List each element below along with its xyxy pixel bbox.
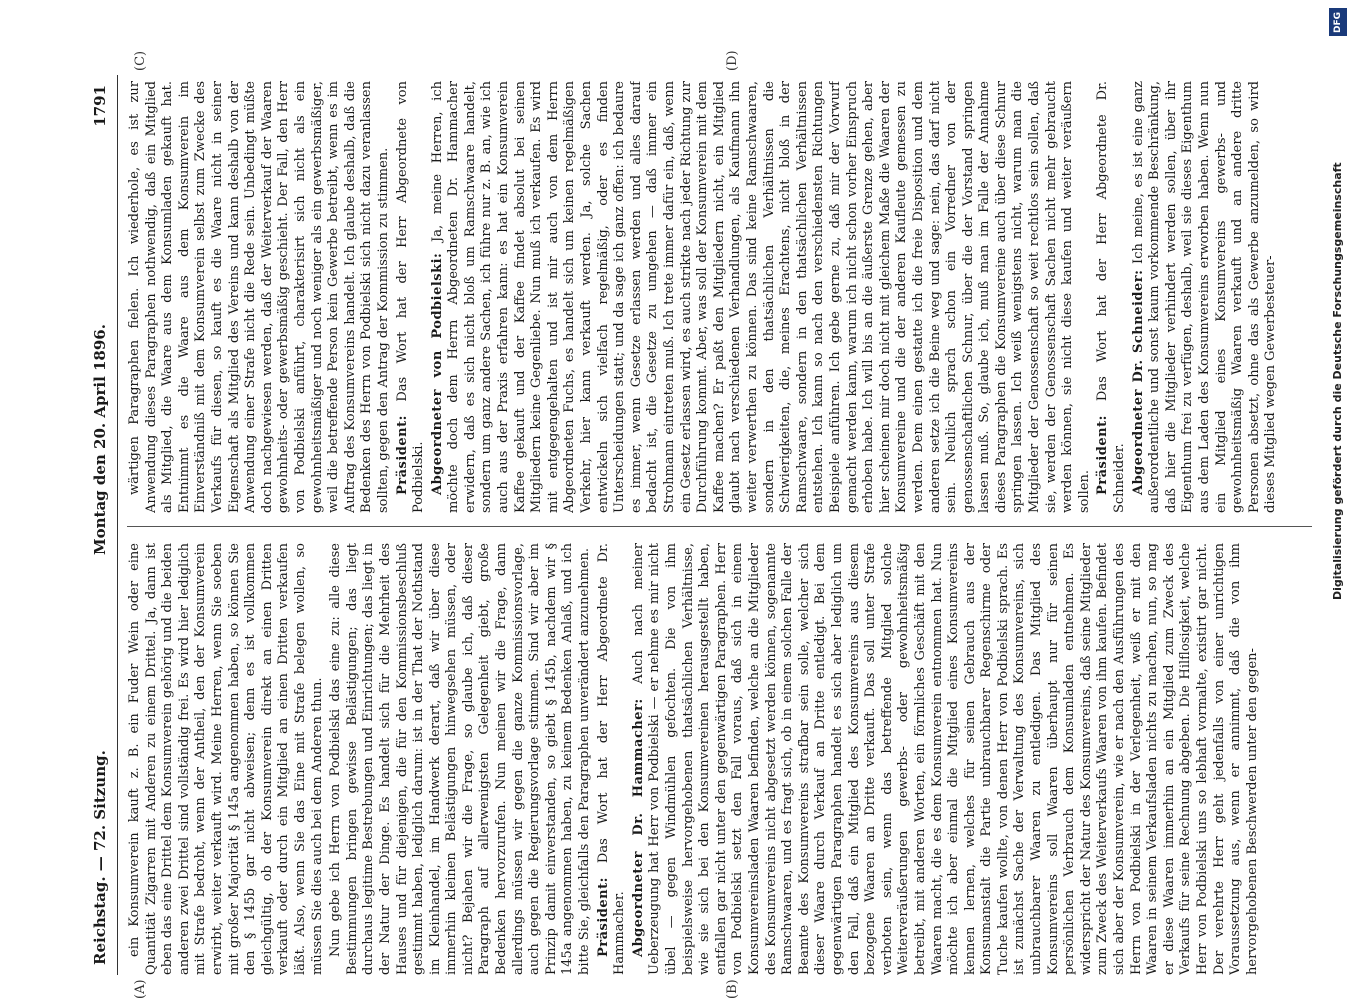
- page-number: 1791: [91, 85, 109, 127]
- speaker-name: Präsident:: [595, 877, 611, 957]
- margin-letter-c: (C): [133, 50, 148, 71]
- speaker-name: Abgeordneter von Podbielski:: [429, 252, 445, 495]
- margin-letter-d: (D): [725, 50, 740, 71]
- speaker-name: Abgeordneter Dr. Schneider:: [1130, 269, 1146, 495]
- speaker-paragraph: [596, 543, 629, 975]
- speaker-name: Abgeordneter Dr. Hammacher:: [630, 698, 646, 957]
- paragraph-text: ein Konsumverein kauft z. B. ein Fuder Wein oder eine Quantität Zigarren mit Anderen zu einem Drittel. Ja, dann ist eben das eine Drittel dem Konsumverein gehörig und die beiden anderen zwei Drittel sind vollständig frei. Es wird hier lediglich mit Strafe bedroht, wenn der Antheil, den der Konsumverein erwirbt, weiter verkauft wird. Meine Herren, wenn Sie soeben mit großer Majorität § 145a angenommen haben, so können Sie den § 145b gar nicht abweisen; denn es ist vollkommen gleichgültig, ob der Konsumverein direkt an einen Dritten verkauft oder durch ein Mitglied an einen Dritten verkaufen läßt. Also, wenn Sie das Eine mit Strafe belegen wollen, so müssen Sie dies auch bei dem Anderen thun.: [127, 543, 325, 975]
- speaker-paragraph: [395, 81, 428, 513]
- left-column: [127, 543, 1312, 975]
- speaker-paragraph: [1131, 81, 1280, 513]
- digitization-credit: Digitalisierung gefördert durch die Deutsche Forschungsgemeinschaft: [1331, 162, 1344, 600]
- margin-letter-a: (A): [133, 979, 148, 999]
- header-rule: [117, 75, 118, 975]
- speaker-paragraph: [430, 81, 1094, 513]
- body-paragraph: [127, 81, 393, 513]
- paragraph-text: Das Wort hat der Herr Abgeordnete Dr. Hammacher.: [595, 543, 628, 975]
- paragraph-text: Das Wort hat der Herr Abgeordnete Dr. Schneider.: [1095, 81, 1128, 513]
- header-date: Montag den 20. April 1896.: [91, 324, 109, 555]
- paragraph-text: Ich meine, es ist eine ganz außerordentliche und sonst kaum vorkommende Beschränkung, daß hier die Mitglieder verhindert werden sollen, über ihr Eigenthum frei zu verfügen, deshalb, weil sie dieses Eigenthum aus dem Laden des Konsumvereins erworben haben. Wenn nun ein Mitglied eines Konsumvereins gewerbs- und gewohnheitsmäßig Waaren verkauft und an andere dritte Personen absetzt, ohne das als Gewerbe anzumelden, so wird dieses Mitglied wegen Gewerbesteuer-: [1130, 81, 1279, 513]
- paragraph-text: wärtigen Paragraphen fielen. Ich wiederhole, es ist zur Anwendung dieses Paragraphen nothwendig, daß ein Mitglied als Mitglied, die Waare aus dem Konsumladen gekauft hat. Entnimmt es die Waare aus dem Konsumverein im Einverständniß mit dem Konsumverein selbst zum Zwecke des Verkaufs für diesen, so kauft es die Waare nicht in seiner Eigenschaft als Mitglied des Vereins und kann deshalb von der Anwendung einer Strafe nicht die Rede sein. Unbedingt müßte doch nachgewiesen werden, daß der Weiterverkauf der Waaren gewohnheits- oder gewerbsmäßig geschieht. Der Fall, den Herr von Podbielski anführt, charakterisirt sich nicht als ein gewohnheitsmäßiger und noch weniger als ein gewerbsmäßiger, weil die betreffende Person kein Gewerbe betreibt, wenn es im Auftrag des Konsumvereins handelt. Ich glaube deshalb, daß die Bedenken des Herrn von Podbielski sich nicht dazu veranlassen sollten, gegen den Antrag der Kommission zu stimmen.: [127, 81, 391, 513]
- paragraph-text: Auch nach meiner Ueberzeugung hat Herr von Podbielski — er nehme es mir nicht übel — gegen Windmühlen gefochten. Die von ihm beispielsweise hervorgehobenen thatsächlichen Verhältnisse, wie sie sich bei den Konsumvereinen herausgestellt haben, entfallen gar nicht unter den gegenwärtigen Paragraphen. Herr von Podbielski setzt den Fall voraus, daß sich in einem Konsumvereinsladen Waaren befinden, welche an die Mitglieder des Konsumvereins nicht abgesetzt werden können, sogenannte Ramschwaaren, und es fragt sich, ob in einem solchen Falle der Beamte des Konsumvereins strafbar sein solle, welcher sich dieser Waare durch Verkauf an Dritte entledigt. Bei dem gegenwärtigen Paragraphen handelt es sich aber lediglich um den Fall, daß ein Mitglied des Konsumvereins aus diesem bezogene Waaren an Dritte verkauft. Das soll unter Strafe verboten sein, wenn das betreffende Mitglied solche Weiterveräußerungen gewerbs- oder gewohnheitsmäßig betreibt, mit anderen Worten, ein förmliches Geschäft mit den Waaren macht, die es dem Konsumverein entnommen hat. Nun möchte ich aber einmal die Mitglied eines Konsumvereins kennen lernen, welches für seinen Gebrauch aus der Konsumanstalt die Partie unbrauchbarer Regenschirme oder Tuche kaufen wollte, von denen Herr von Podbielski sprach. Es ist zunächst Sache der Verwaltung des Konsumvereins, sich unbrauchbarer Waaren zu entledigen. Das Mitglied des Konsumvereins soll Waaren überhaupt nur für seinen persönlichen Verbrauch dem Konsumladen entnehmen. Es widerspricht der Natur des Konsumvereins, daß seine Mitglieder zum Zweck des Weiterverkaufs Waaren von ihm kaufen. Befindet sich aber der Konsumverein, wie er nach den Ausführungen des Herrn von Podbielski in der Verlegenheit, weiß er mit den Waaren in seinem Verkaufsladen nichts zu machen, nun, so mag er diese Waaren immerhin an ein Mitglied zum Zweck des Verkaufs für seine Rechnung abgeben. Die Hilflosigkeit, welche Herr von Podbielski uns so lebhaft vormalte, existirt gar nicht. Der verehrte Herr geht jedenfalls von einer unrichtigen Voraussetzung aus, wenn er annimmt, daß die von ihm hervorgehobenen Beschwerden unter den gegen-: [630, 543, 1260, 975]
- dfg-logo: DFG: [1329, 8, 1347, 36]
- speaker-name: Präsident:: [394, 415, 410, 495]
- speaker-paragraph: [631, 543, 1262, 975]
- column-divider: [127, 526, 1312, 527]
- page-header: [85, 75, 115, 975]
- body-paragraph: [328, 543, 594, 975]
- body-paragraph: [127, 543, 326, 975]
- margin-letter-b: (B): [725, 979, 740, 999]
- paragraph-text: Das Wort hat der Herr Abgeordnete von Podbielski.: [394, 81, 427, 513]
- paragraph-text: Ja, meine Herren, ich möchte doch dem Herrn Abgeordneten Dr. Hammacher erwidern, daß es sich nicht bloß um Ramschwaare handelt, sondern um ganz andere Sachen, ich führe nur z. B. an, wie ich auch aus der Praxis erfahren kann: es hat ein Konsumverein Kaffee gekauft und der Kaffee findet absolut bei seinen Mitgliedern keine Gegenliebe. Nun muß ich verkaufen. Es wird mit entgegengehalten und ist mir auch von dem Herrn Abgeordneten Fuchs, es handelt sich um keinen regelmäßigen Verkehr, hier kann verkauft werden. Ja, solche Sachen entwickeln sich vielfach regelmäßig, oder es finden Unterscheidungen statt; und da sage ich ganz offen: ich bedaure es immer, wenn Gesetze erlassen werden und alles darauf bedacht ist, die Gesetze zu umgehen — daß immer ein Strohmann eintreten muß. Ich trete immer dafür ein, daß, wenn ein Gesetz erlassen wird, es auch strikte nach jeder Richtung zur Durchführung kommt. Aber, was soll der Konsumverein mit dem Kaffee machen? Er paßt den Mitgliedern nicht, ein Mitglied glaubt nach verschiedenen Verhandlungen, als Kaufmann ihn weiter verwerthen zu können. Das sind keine Ramschwaaren, sondern in den thatsächlichen Verhältnissen die Schwierigkeiten, die, meines Erachtens, nicht bloß in der Ramschwaare, sondern in den thatsächlichen Verhältnissen entstehen. Ich kann so nach den verschiedensten Richtungen Beispiele anführen. Ich gebe gerne zu, daß mir der Vorwurf gemacht werden kann, warum ich nicht schon vorher Einspruch erhoben habe. Ich will bis an die äußerste Grenze gehen, aber hier scheinen mir doch nicht mit gleichem Maße die Waaren der Konsumvereine und die der anderen Kaufleute gemessen zu werden. Dem einen gestatte ich die freie Disposition und dem anderen setze ich die Beine weg und sage: nein, das darf nicht sein. Neulich sprach schon ein Vorredner von der genossenschaftlichen Schnur, über die der Vorstand springen lassen muß. So, glaube ich, muß man im Falle der Annahme dieses Paragraphen die Konsumvereine auch über diese Schnur springen lassen. Ich weiß wenigstens nicht, warum man die Mitglieder der Genossenschaft so weit rechtlos sein sollen, daß sie, werden der Genossenschaft Sachen nicht mehr gebraucht werden können, sie nicht diese kaufen und weiter veräußern sollen.: [429, 81, 1092, 513]
- speaker-name: Präsident:: [1095, 415, 1111, 495]
- paragraph-text: Nun gebe ich Herrn von Podbielski das eine zu: alle diese Bestimmungen bringen gewisse Belästigungen; das liegt durchaus legitime Bestrebungen und Einrichtungen; das liegt in der Natur der Dinge. Es handelt sich für die Mehrheit des Hauses und für diejenigen, die für den Kommissionsbeschluß gestimmt haben, lediglich darum: ist in der That der Nothstand im Kleinhandel, im Handwerk derart, daß wir über diese immerhin kleinen Belästigungen hinwegsehen müssen, oder nicht? Bejahen wir die Frage, so glaube ich, daß dieser Paragraph auf allerwenigsten Gelegenheit giebt, große Bedenken hervorzurufen. Nun meinen wir die Frage, dann allerdings müssen wir gegen die ganze Kommissionsvorlage, auch gegen die Regierungsvorlage stimmen. Sind wir aber im Prinzip damit einverstanden, so giebt § 145b, nachdem wir § 145a angenommen haben, zu keinem Bedenken Anlaß, und ich bitte Sie, gleichfalls den Paragraphen unverändert anzunehmen.: [328, 543, 593, 975]
- rotated-page: [85, 50, 1325, 999]
- speaker-paragraph: [1095, 81, 1128, 513]
- right-column: [127, 81, 1312, 513]
- header-session: Reichstag. — 72. Sitzung.: [91, 750, 109, 965]
